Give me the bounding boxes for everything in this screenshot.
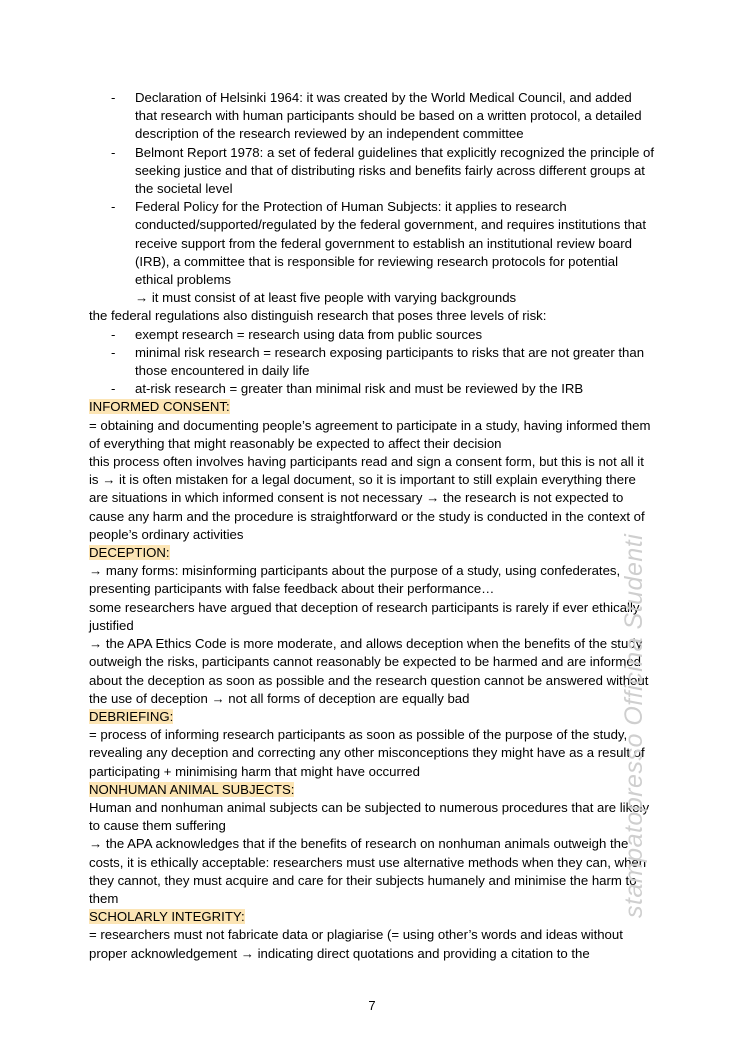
paragraph: = process of informing research participants as soon as possible of the purpose of the study, revealing any deception and correcting any other misconceptions they might have as a result of participating + minimising harm that might have occurred <box>89 727 645 779</box>
heading-text: SCHOLARLY INTEGRITY: <box>89 909 245 925</box>
paragraph: → the APA Ethics Code is more moderate, and allows deception when the benefits of the study outweigh the risks, participants cannot reasonably be expected to be harmed and are informed about the deception as soon as possible and the research question cannot be answered without the use of deception → not all forms of deception are equally bad <box>89 636 649 706</box>
section-heading-debriefing <box>89 708 655 726</box>
page-content <box>89 89 655 963</box>
bullet-dash: - <box>111 199 116 215</box>
list-item-text: Federal Policy for the Protection of Human Subjects: it applies to research conducted/supported/regulated by the federal government, and requires institutions that receive support from the federal government to establish an institutional review board (IRB), a committee that is responsible for reviewing research protocols for potential ethical problems <box>135 199 646 288</box>
risk-intro: the federal regulations also distinguish research that poses three levels of risk: <box>89 308 547 324</box>
paragraph: this process often involves having participants read and sign a consent form, but this is not all it is → it is often mistaken for a legal document, so it is important to still explain everything there are situations in which informed consent is not necessary → the research is not expected to cause any harm and the procedure is straightforward or the study is conducted in the context of people’s ordinary activities <box>89 454 645 542</box>
paragraph: → many forms: misinforming participants about the purpose of a study, using confederates, presenting participants with false feedback about their performance… <box>89 563 621 597</box>
heading-text: NONHUMAN ANIMAL SUBJECTS: <box>89 781 295 797</box>
paragraph: = researchers must not fabricate data or plagiarise (= using other’s words and ideas without proper acknowledgement → indicating direct quotations and providing a citation to the <box>89 927 623 961</box>
bullet-dash: - <box>111 381 116 397</box>
heading-text: DECEPTION: <box>89 545 170 561</box>
list-item <box>89 89 655 144</box>
list-item <box>89 326 655 344</box>
bullet-dash: - <box>111 144 116 160</box>
federal-policy-note: → it must consist of at least five people with varying backgrounds <box>135 290 517 306</box>
list-item-text: Declaration of Helsinki 1964: it was created by the World Medical Council, and added that research with human participants should be based on a written protocol, a detailed description of the research reviewed by an independent committee <box>135 90 642 142</box>
list-item-text: Belmont Report 1978: a set of federal guidelines that explicitly recognized the principle of seeking justice and that of distributing risks and benefits fairly across different groups at the societal level <box>135 144 655 197</box>
bullet-dash: - <box>111 344 116 360</box>
paragraph: → the APA acknowledges that if the benefits of research on nonhuman animals outweigh the costs, it is ethically acceptable: researchers must use alternative methods when they can, when they cannot, they must acquire and care for their subjects humanely and minimise the harm to them <box>89 836 647 906</box>
paragraph: Human and nonhuman animal subjects can be subjected to numerous procedures that are likely to cause them suffering <box>89 799 650 834</box>
list-item-text: at-risk research = greater than minimal risk and must be reviewed by the IRB <box>135 381 584 397</box>
heading-text: INFORMED CONSENT: <box>89 399 230 415</box>
page-number: 7 <box>368 998 376 1013</box>
section-heading-scholarly-integrity <box>89 908 655 926</box>
list-item <box>89 198 655 289</box>
watermark-text: stampatopresso Officina Studenti <box>620 533 648 918</box>
bullet-dash: - <box>111 90 116 105</box>
section-heading-nonhuman <box>89 781 655 799</box>
section-heading-informed-consent <box>89 398 655 416</box>
list-item <box>89 344 655 380</box>
bullet-dash: - <box>111 326 116 342</box>
list-item-text: minimal risk research = research exposing participants to risks that are not greater than those encountered in daily life <box>135 344 645 379</box>
list-item-text: exempt research = research using data from public sources <box>135 326 483 342</box>
paragraph: = obtaining and documenting people’s agreement to participate in a study, having informed them of everything that might reasonably be expected to affect their decision <box>89 417 651 451</box>
paragraph: some researchers have argued that deception of research participants is rarely if ever ethically justified <box>89 599 640 633</box>
heading-text: DEBRIEFING: <box>89 708 174 724</box>
section-heading-deception <box>89 544 655 562</box>
list-item <box>89 144 655 199</box>
list-item <box>89 380 655 398</box>
